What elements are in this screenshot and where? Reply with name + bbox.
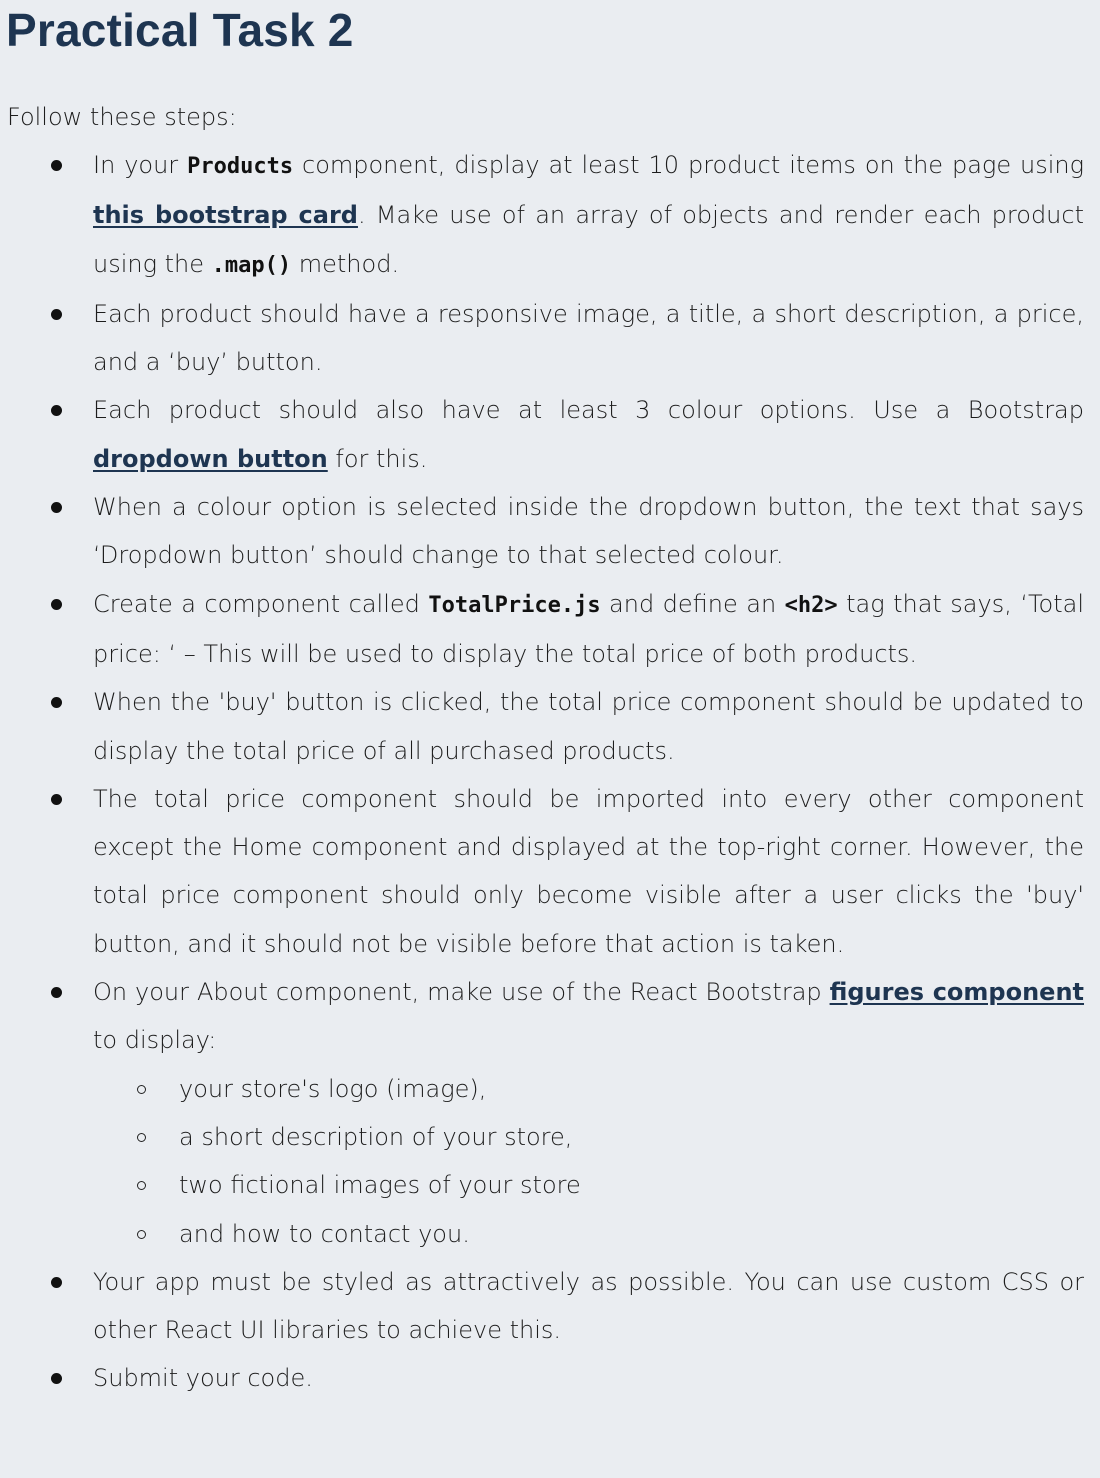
bullet-icon	[51, 697, 62, 708]
circle-bullet-icon	[137, 1085, 146, 1094]
dropdown-button-link[interactable]: dropdown button	[93, 444, 328, 473]
code-map: .map()	[211, 252, 292, 278]
bullet-icon	[51, 987, 62, 998]
step-item: On your About component, make use of the React Bootstrap figures component to display: your store's logo (image), a short description of your store, two fictional images of your store and how to contact you.	[0, 968, 1100, 1258]
bullet-icon	[51, 502, 62, 513]
step-item: Each product should have a responsive image, a title, a short description, a price, and a ‘buy’ button.	[0, 290, 1100, 387]
bullet-icon	[51, 1277, 62, 1288]
steps-list	[0, 141, 1100, 1403]
step-item: Your app must be styled as attractively as possible. You can use custom CSS or other React UI libraries to achieve this.	[0, 1258, 1100, 1355]
bootstrap-card-link[interactable]: this bootstrap card	[93, 201, 358, 230]
step-item: When the 'buy' button is clicked, the total price component should be updated to display the total price of all purchased products.	[0, 678, 1100, 775]
bullet-icon	[51, 599, 62, 610]
intro-text: Follow these steps:	[7, 103, 237, 131]
figures-component-link[interactable]: figures component	[829, 978, 1085, 1007]
step-item: In your Products component, display at least 10 product items on the page using this bootstrap card. Make use of an array of objects and render each product using the .map() method.	[0, 141, 1100, 290]
sub-list-item: your store's logo (image),	[93, 1065, 1084, 1113]
bullet-icon	[51, 1373, 62, 1384]
step-item: Submit your code.	[0, 1354, 1100, 1402]
bullet-icon	[51, 160, 62, 171]
bullet-icon	[51, 309, 62, 320]
circle-bullet-icon	[137, 1133, 146, 1142]
page-title: Practical Task 2	[6, 4, 354, 56]
step-item: Create a component called TotalPrice.js and define an <h2> tag that says, ‘Total price: ‘ – This will be used to display the total price of both products.	[0, 580, 1100, 679]
step-item: The total price component should be imported into every other component except the Home component and displayed at the top-right corner. However, the total price component should only become visible after a user clicks the 'buy' button, and it should not be visible before that action is taken.	[0, 775, 1100, 968]
step-item: When a colour option is selected inside the dropdown button, the text that says ‘Dropdown button’ should change to that selected colour.	[0, 483, 1100, 580]
circle-bullet-icon	[137, 1230, 146, 1239]
bullet-icon	[51, 794, 62, 805]
sub-list-item: a short description of your store,	[93, 1113, 1084, 1161]
code-products: Products	[187, 154, 294, 179]
bullet-icon	[51, 405, 62, 416]
code-h2: <h2>	[784, 592, 838, 618]
code-totalprice: TotalPrice.js	[428, 592, 601, 618]
sub-list	[93, 1065, 1084, 1258]
circle-bullet-icon	[137, 1181, 146, 1190]
step-item: Each product should also have at least 3 colour options. Use a Bootstrap dropdown button for this.	[0, 386, 1100, 483]
sub-list-item: and how to contact you.	[93, 1210, 1084, 1258]
sub-list-item: two fictional images of your store	[93, 1161, 1084, 1209]
